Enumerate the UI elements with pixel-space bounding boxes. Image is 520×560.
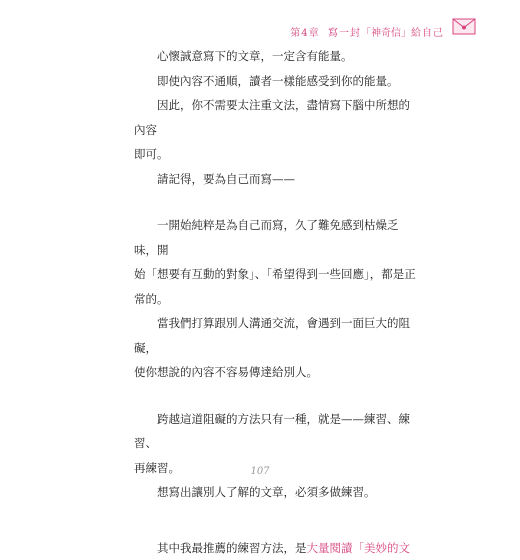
paragraph-continuation: 使你想說的內容不容易傳達給別人。: [134, 360, 416, 385]
paragraph: 想寫出讓別人了解的文章，必須多做練習。: [134, 480, 416, 505]
chapter-title-quoted: 「神奇信」: [361, 28, 411, 39]
paragraph-continuation: 即可。: [134, 142, 416, 167]
running-header: [290, 24, 444, 39]
paragraph: 即使內容不通順，讀者一樣能感受到你的能量。: [134, 69, 416, 94]
highlighted-text: 大量閱讀「美妙的文: [307, 541, 411, 555]
paragraph: 請記得，要為自己而寫——: [134, 167, 416, 192]
chapter-label: 第4章: [290, 28, 319, 39]
envelope-icon: [452, 18, 476, 35]
paragraph-text: 其中我最推薦的練習方法，是: [157, 541, 307, 555]
paragraph-continuation: 常的。: [134, 287, 416, 312]
paragraph: 心懷誠意寫下的文章，一定含有能量。: [134, 44, 416, 69]
paragraph: [134, 536, 416, 560]
chapter-title-pre: 寫一封: [328, 28, 361, 39]
paragraph-continuation: 再練習。: [134, 456, 416, 481]
page-body: [134, 44, 416, 560]
paragraph: 一開始純粹是為自己而寫，久了難免感到枯燥乏味，開: [134, 213, 416, 262]
paragraph-continuation: 始「想要有互動的對象」、「希望得到一些回應」，都是正: [134, 262, 416, 287]
paragraph: 跨越這道阻礙的方法只有一種，就是——練習、練習、: [134, 407, 416, 456]
paragraph: 當我們打算跟別人溝通交流，會遇到一面巨大的阻礙，: [134, 311, 416, 360]
paragraph: 因此，你不需要太注重文法，盡情寫下腦中所想的內容: [134, 93, 416, 142]
chapter-title-post: 給自己: [411, 28, 444, 39]
page-number: 107: [0, 466, 520, 477]
